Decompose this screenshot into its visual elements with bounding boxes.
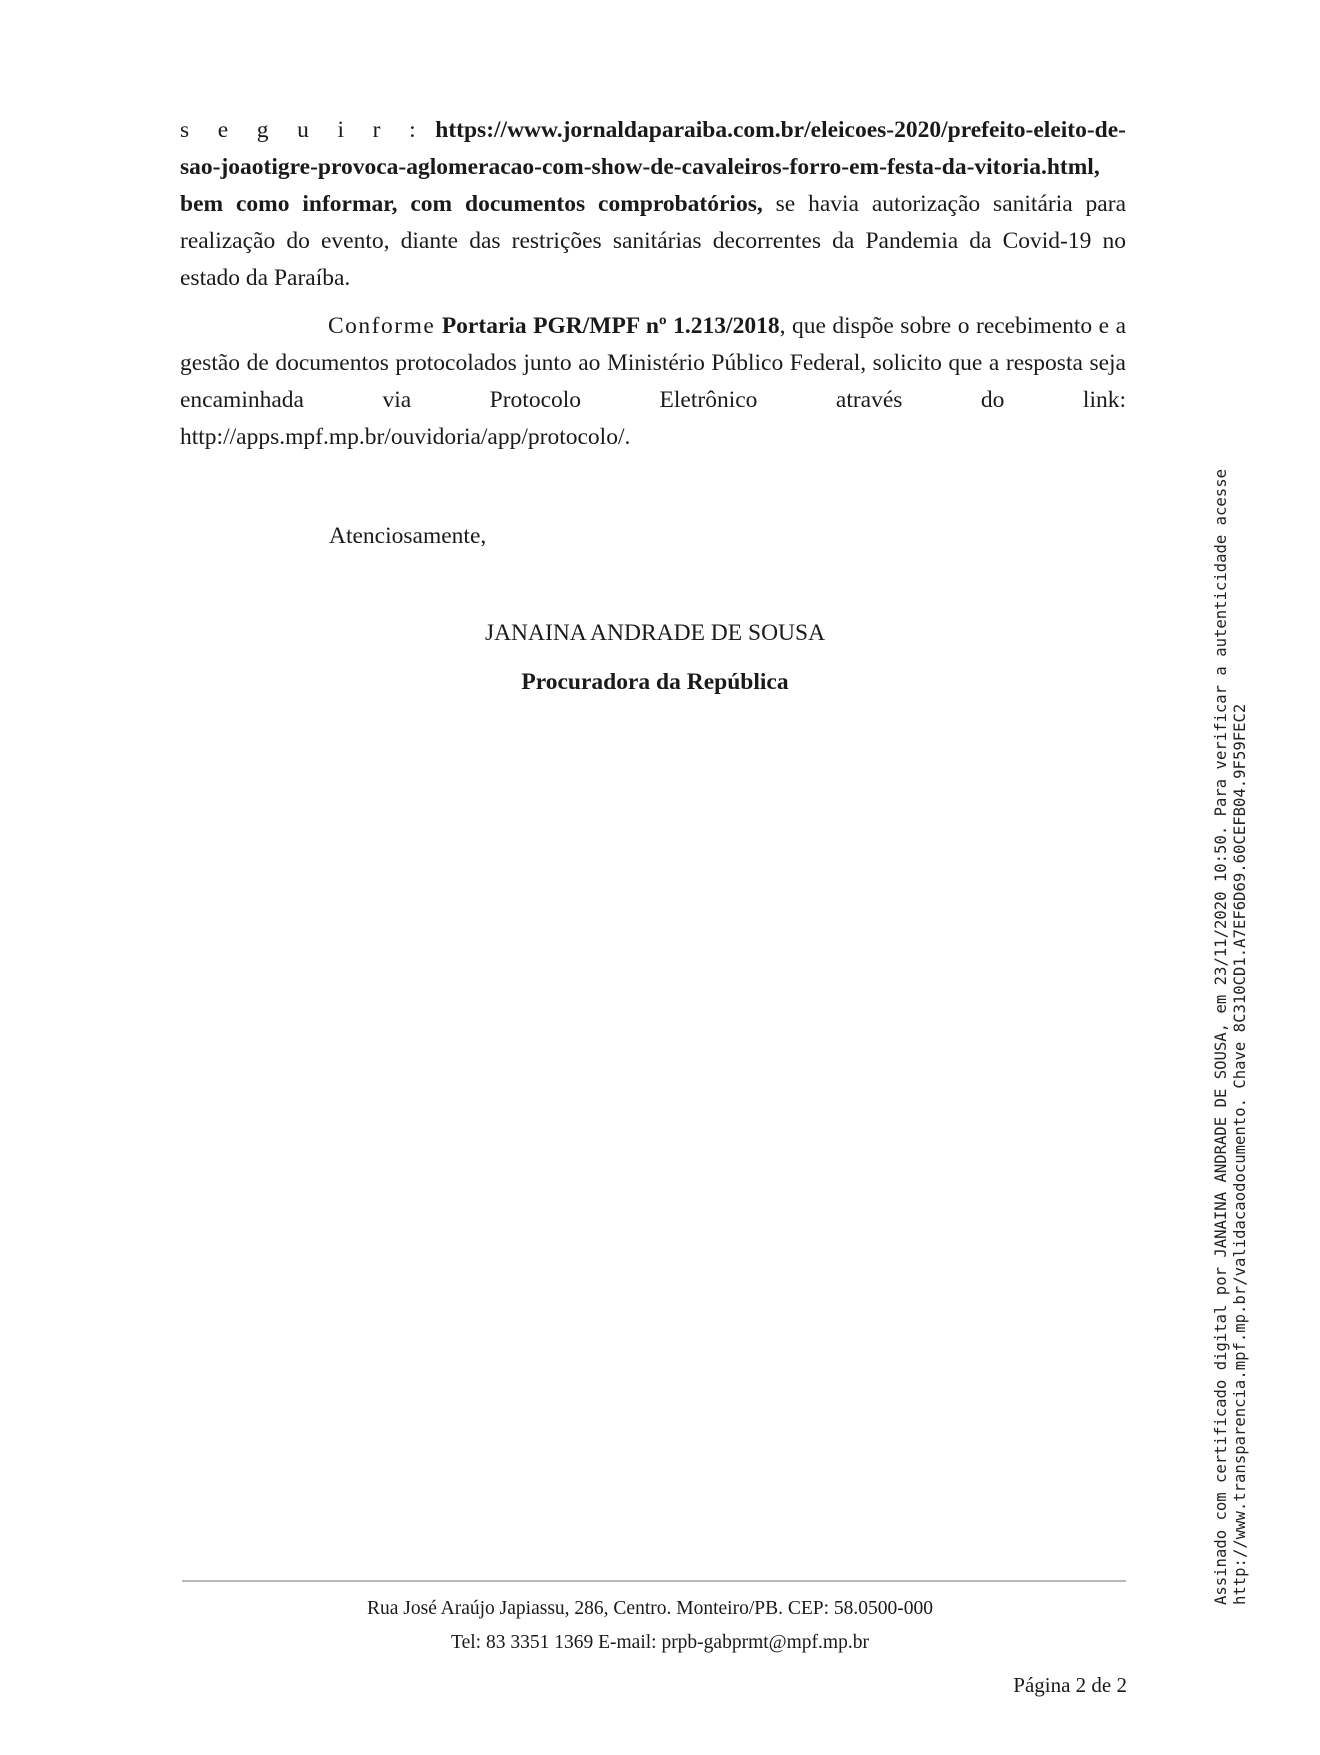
page-number: Página 2 de 2 [1013,1673,1127,1697]
paragraph-lead: s e g u i r : [180,117,425,143]
stamp-line-verification: http://www.transparencia.mpf.mp.br/validacaodocumento. Chave 8C310CD1.A7EF6D69.60CEFB04.9F59FEC2 [1231,703,1249,1605]
portaria-reference: Portaria PGR/MPF nº 1.213/2018 [441,313,780,339]
document-body [180,112,1126,456]
paragraph-protocol [180,308,1126,456]
paragraph-text: , que dispõe sobre o recebimento e a gestão de documentos protocolados junto ao Ministério Público Federal, solicito que a resposta seja encaminhada via Protocolo Eletrônico através do link: http://apps.mpf.mp.br/ouvidoria/app/protocolo/. [180,313,1127,450]
signer-name: JANAINA ANDRADE DE SOUSA [484,620,826,646]
footer-contact: Tel: 83 3351 1369 E-mail: prpb-gabprmt@mpf.mp.br [451,1632,869,1653]
news-link: https://www.jornaldaparaiba.com.br/eleicoes-2020/prefeito-eleito-de-sao-joaotigre-provoca-aglomeracao-com-show-de-cavaleiros-forro-em-festa-da-vitoria.html, [180,117,1127,180]
footer-divider [182,1580,1126,1582]
paragraph-text: se havia autorização sanitária para realização do evento, diante das restrições sanitárias decorrentes da Pandemia da Covid-19 no estado da Paraíba. [180,191,1126,291]
paragraph-bold-clause: bem como informar, com documentos comprobatórios, [180,191,763,217]
footer-address: Rua José Araújo Japiassu, 286, Centro. Monteiro/PB. CEP: 58.0500-000 [366,1598,934,1619]
closing-salutation: Atenciosamente, [329,523,487,549]
signer-role: Procuradora da República [521,669,789,695]
paragraph-lead: Conforme [328,313,436,339]
stamp-line-signature: Assinado com certificado digital por JANAINA ANDRADE DE SOUSA, em 23/11/2020 10:50. Para verificar a autenticidade acesse [1212,469,1230,1605]
paragraph-request [180,112,1126,297]
digital-signature-stamp [1212,365,1250,1605]
